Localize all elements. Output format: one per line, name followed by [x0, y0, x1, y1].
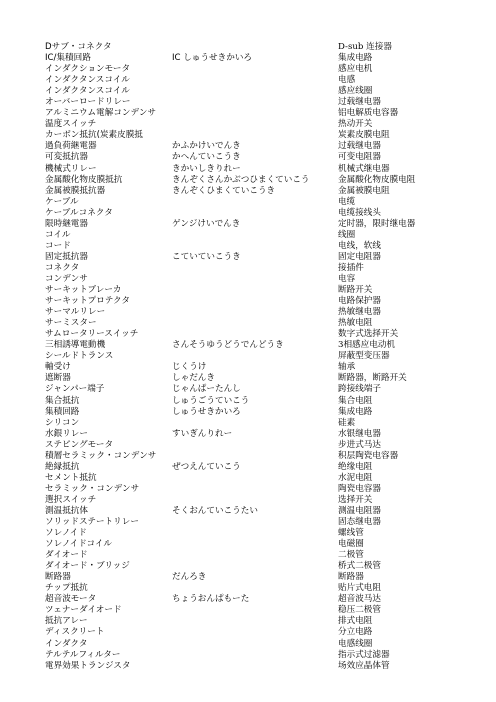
glossary-row: [0, 473, 496, 484]
chinese-translation: 稳压二极管: [338, 605, 381, 616]
glossary-row: [0, 539, 496, 550]
term-reading: こていていこうき: [172, 251, 241, 262]
glossary-row: [0, 108, 496, 119]
glossary-row: [0, 42, 496, 53]
glossary-row: [0, 197, 496, 208]
chinese-translation: 螺线管: [338, 528, 364, 539]
glossary-row: [0, 561, 496, 572]
chinese-translation: 接插件: [338, 262, 364, 273]
glossary-row: [0, 318, 496, 329]
glossary-row: [0, 329, 496, 340]
japanese-term: IC/集積回路: [45, 53, 91, 64]
japanese-term: 断路器: [45, 572, 71, 583]
glossary-row: [0, 384, 496, 395]
glossary-row: [0, 75, 496, 86]
chinese-translation: 屏蔽型变压器: [338, 351, 390, 362]
glossary-row: [0, 230, 496, 241]
chinese-translation: 3相感应电动机: [338, 340, 396, 351]
glossary-row: [0, 583, 496, 594]
japanese-term: アルミニウム電解コンデンサ: [45, 108, 157, 119]
glossary-row: [0, 362, 496, 373]
japanese-term: 集合抵抗: [45, 395, 80, 406]
glossary-row: [0, 517, 496, 528]
glossary-row: [0, 219, 496, 230]
chinese-translation: 分立电路: [338, 627, 373, 638]
term-reading: だんろき: [172, 572, 207, 583]
glossary-row: [0, 252, 496, 263]
chinese-translation: 绝缘电阻: [338, 461, 373, 472]
term-reading: きんぞくさんかぶつひまくていこう: [172, 174, 310, 185]
glossary-row: [0, 340, 496, 351]
term-reading: すいぎんりれー: [172, 428, 233, 439]
japanese-term: ケーブルコネクタ: [45, 207, 113, 218]
japanese-term: セラミック・コンデンサ: [45, 483, 140, 494]
chinese-translation: 金属酸化物皮膜电阻: [338, 174, 416, 185]
chinese-translation: 热动开关: [338, 119, 373, 130]
chinese-translation: 感应线圈: [338, 86, 373, 97]
japanese-term: コネクタ: [45, 262, 80, 273]
japanese-term: 集積回路: [45, 406, 80, 417]
glossary-row: [0, 307, 496, 318]
chinese-translation: 桥式二极管: [338, 561, 381, 572]
glossary-row: [0, 506, 496, 517]
japanese-term: コード: [45, 240, 71, 251]
chinese-translation: 电缆接线头: [338, 207, 381, 218]
japanese-term: 絶縁抵抗: [45, 461, 80, 472]
term-reading: IC しゅうせきかいろ: [172, 53, 253, 64]
japanese-term: ツェナーダイオード: [45, 605, 122, 616]
glossary-row: [0, 263, 496, 274]
japanese-term: 軸受け: [45, 362, 71, 373]
glossary-row: [0, 616, 496, 627]
glossary-list: [0, 42, 496, 672]
chinese-translation: 硅素: [338, 417, 356, 428]
glossary-row: [0, 351, 496, 362]
term-reading: かへんていこうき: [172, 152, 241, 163]
glossary-row: [0, 296, 496, 307]
glossary-row: [0, 407, 496, 418]
japanese-term: コイル: [45, 229, 71, 240]
chinese-translation: 电路保护器: [338, 296, 381, 307]
chinese-translation: 炭素皮膜电阻: [338, 130, 390, 141]
japanese-term: 限時継電器: [45, 218, 88, 229]
japanese-term: セメント抵抗: [45, 472, 97, 483]
chinese-translation: 贴片式电阻: [338, 583, 381, 594]
term-reading: ちょうおんぱもーた: [172, 594, 250, 605]
japanese-term: 温度スイッチ: [45, 119, 97, 130]
glossary-row: [0, 97, 496, 108]
chinese-translation: 步进式马达: [338, 439, 381, 450]
japanese-term: 測温抵抗体: [45, 505, 88, 516]
glossary-row: [0, 186, 496, 197]
chinese-translation: 热敏电阻: [338, 318, 373, 329]
japanese-term: 過負荷継電器: [45, 141, 97, 152]
japanese-term: 抵抗アレー: [45, 616, 88, 627]
japanese-term: 三相誘導電動機: [45, 340, 106, 351]
glossary-row: [0, 130, 496, 141]
japanese-term: 可変抵抗器: [45, 152, 88, 163]
glossary-row: [0, 373, 496, 384]
glossary-row: [0, 639, 496, 650]
japanese-term: サーキットプロテクタ: [45, 296, 130, 307]
chinese-translation: 水银继电器: [338, 428, 381, 439]
japanese-term: ソレノイドコイル: [45, 539, 113, 550]
chinese-translation: 热敏继电器: [338, 307, 381, 318]
glossary-row: [0, 462, 496, 473]
chinese-translation: 集合电阻: [338, 395, 373, 406]
japanese-term: ソリッドステートリレー: [45, 517, 139, 528]
chinese-translation: 超音波马达: [338, 594, 381, 605]
chinese-translation: 机械式继电器: [338, 163, 390, 174]
term-reading: ぜつえんていこう: [172, 461, 241, 472]
chinese-translation: 数字式选择开关: [338, 329, 399, 340]
japanese-term: サーマルリレー: [45, 307, 106, 318]
glossary-row: [0, 64, 496, 75]
chinese-translation: 排式电阻: [338, 616, 373, 627]
chinese-translation: 电容: [338, 273, 356, 284]
chinese-translation: 金属被膜电阻: [338, 185, 390, 196]
chinese-translation: 电缆: [338, 196, 356, 207]
chinese-translation: 铝电解质电容器: [338, 108, 399, 119]
japanese-term: 固定抵抗器: [45, 251, 88, 262]
chinese-translation: D-sub 连接器: [338, 42, 392, 52]
glossary-row: [0, 396, 496, 407]
japanese-term: インダクタ: [45, 638, 88, 649]
chinese-translation: 断路开关: [338, 285, 373, 296]
glossary-row: [0, 241, 496, 252]
chinese-translation: 集成电路: [338, 53, 373, 64]
japanese-term: Dサブ・コネクタ: [45, 42, 112, 52]
term-reading: じゃんぱーたんし: [172, 384, 241, 395]
glossary-row: [0, 53, 496, 64]
japanese-term: ダイオード・ブリッジ: [45, 561, 130, 572]
japanese-term: ケーブル: [45, 196, 79, 207]
term-reading: かふかけいでんき: [172, 141, 241, 152]
chinese-translation: 指示式过滤器: [338, 649, 390, 660]
japanese-term: サーキットブレーカ: [45, 285, 122, 296]
chinese-translation: 线圈: [338, 229, 356, 240]
term-reading: しゃだんき: [172, 373, 215, 384]
chinese-translation: 积层陶瓷电容器: [338, 450, 399, 461]
chinese-translation: 轴承: [338, 362, 356, 373]
glossary-row: [0, 119, 496, 130]
glossary-row: [0, 661, 496, 672]
glossary-row: [0, 451, 496, 462]
chinese-translation: 固定电阻器: [338, 251, 381, 262]
glossary-row: [0, 495, 496, 506]
term-reading: しゅうせきかいろ: [172, 406, 241, 417]
japanese-term: 金属酸化物皮膜抵抗: [45, 174, 123, 185]
glossary-row: [0, 418, 496, 429]
japanese-term: インダクタンスコイル: [45, 86, 130, 97]
japanese-term: コンデンサ: [45, 273, 88, 284]
glossary-row: [0, 429, 496, 440]
japanese-term: ジャンパー端子: [45, 384, 105, 395]
japanese-term: ディスクリート: [45, 627, 105, 638]
japanese-term: 選択スイッチ: [45, 494, 97, 505]
japanese-term: ステピングモータ: [45, 439, 114, 450]
japanese-term: オーバーロードリレー: [45, 97, 131, 108]
chinese-translation: 电磁圈: [338, 539, 364, 550]
chinese-translation: 集成电路: [338, 406, 373, 417]
chinese-translation: 二极管: [338, 550, 364, 561]
glossary-row: [0, 175, 496, 186]
japanese-term: シリコン: [45, 417, 80, 428]
glossary-row: [0, 152, 496, 163]
glossary-row: [0, 86, 496, 97]
chinese-translation: 断路器: [338, 572, 364, 583]
chinese-translation: 固态继电器: [338, 517, 381, 528]
glossary-row: [0, 572, 496, 583]
term-reading: さんそうゆうどうでんどうき: [172, 340, 284, 351]
chinese-translation: 陶瓷电容器: [338, 483, 381, 494]
japanese-term: 機械式リレー: [45, 163, 97, 174]
glossary-row: [0, 605, 496, 616]
chinese-translation: 水泥电阻: [338, 472, 373, 483]
japanese-term: サーミスター: [45, 318, 97, 329]
japanese-term: シールドトランス: [45, 351, 114, 362]
glossary-row: [0, 141, 496, 152]
chinese-translation: 测温电阻器: [338, 505, 381, 516]
japanese-term: ソレノイド: [45, 528, 87, 539]
glossary-row: [0, 440, 496, 451]
japanese-term: 遮断器: [45, 373, 71, 384]
japanese-term: ダイオード: [45, 550, 88, 561]
term-reading: きかいしきりれー: [172, 163, 241, 174]
chinese-translation: 跨接线端子: [338, 384, 381, 395]
glossary-row: [0, 627, 496, 638]
chinese-translation: 断路器，断路开关: [338, 373, 407, 384]
japanese-term: インダクタンスコイル: [45, 75, 130, 86]
japanese-term: テルテルフィルター: [45, 649, 121, 660]
japanese-term: カーボン抵抗(炭素皮膜抵: [45, 130, 143, 141]
japanese-term: 水銀リレー: [45, 428, 88, 439]
japanese-term: 超音波モータ: [45, 594, 97, 605]
chinese-translation: 选择开关: [338, 494, 373, 505]
glossary-row: [0, 164, 496, 175]
chinese-translation: 过载继电器: [338, 97, 381, 108]
glossary-row: [0, 274, 496, 285]
chinese-translation: 电线，软线: [338, 240, 381, 251]
chinese-translation: 电感线圈: [338, 638, 373, 649]
term-reading: そくおんていこうたい: [172, 505, 258, 516]
japanese-term: サムロータリースイッチ: [45, 329, 139, 340]
chinese-translation: 定时器，限时继电器: [338, 218, 416, 229]
glossary-row: [0, 650, 496, 661]
chinese-translation: 场效应晶体管: [338, 660, 390, 671]
glossary-row: [0, 285, 496, 296]
japanese-term: 金属被膜抵抗器: [45, 185, 106, 196]
glossary-row: [0, 528, 496, 539]
glossary-row: [0, 484, 496, 495]
chinese-translation: 可变电阻器: [338, 152, 381, 163]
chinese-translation: 过载继电器: [338, 141, 381, 152]
chinese-translation: 电感: [338, 75, 356, 86]
japanese-term: 積層セラミック・コンデンサ: [45, 450, 157, 461]
japanese-term: チップ抵抗: [45, 583, 88, 594]
glossary-row: [0, 594, 496, 605]
glossary-row: [0, 550, 496, 561]
chinese-translation: 感应电机: [338, 64, 373, 75]
term-reading: しゅうごうていこう: [172, 395, 250, 406]
japanese-term: インダクションモータ: [45, 64, 131, 75]
term-reading: ゲンジけいでんき: [172, 218, 241, 229]
glossary-row: [0, 208, 496, 219]
term-reading: じくうけ: [172, 362, 207, 373]
japanese-term: 電界効果トランジスタ: [45, 660, 131, 671]
term-reading: きんぞくひまくていこうき: [172, 185, 276, 196]
